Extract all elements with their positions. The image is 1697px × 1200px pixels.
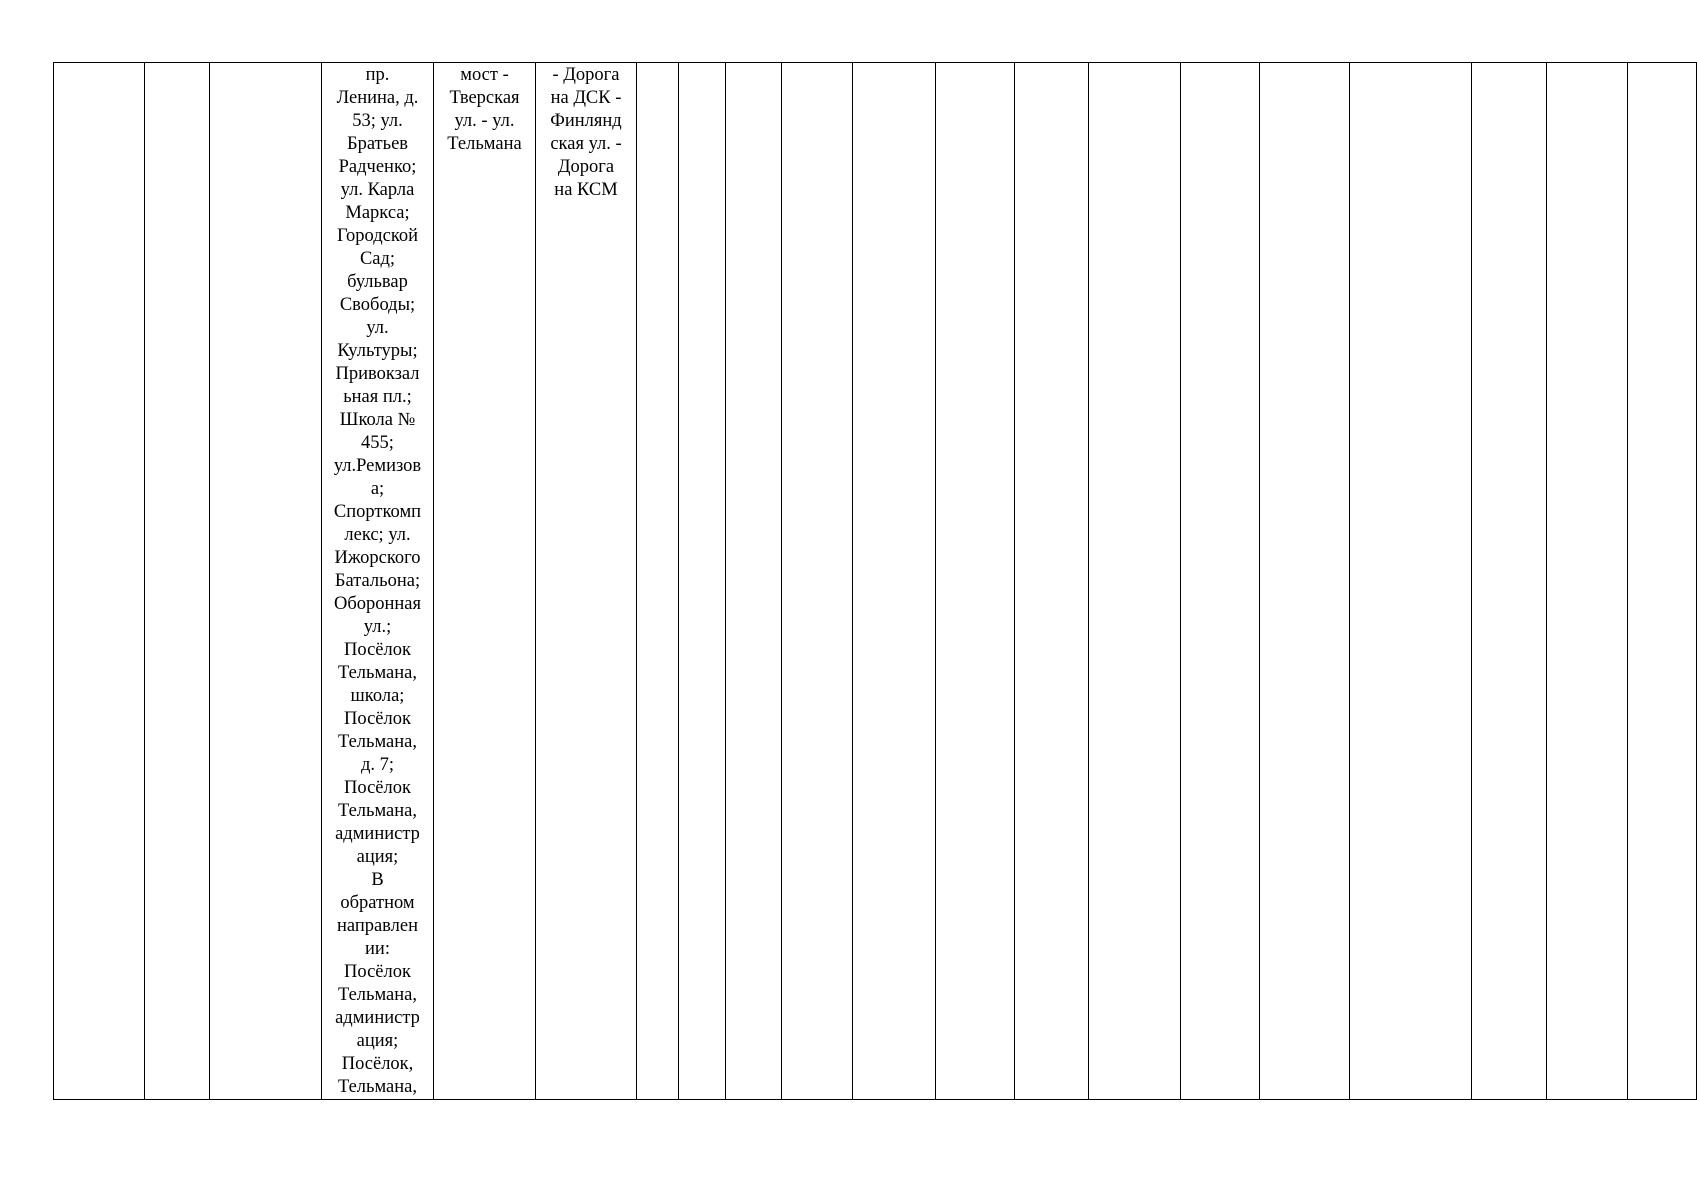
table-cell-route-a bbox=[434, 63, 536, 1100]
table-cell bbox=[1628, 63, 1697, 1100]
table-cell bbox=[1260, 63, 1350, 1100]
table-cell bbox=[726, 63, 782, 1100]
cell-text-route-a: мост - Тверская ул. - ул. Тельмана bbox=[447, 65, 522, 154]
table-cell bbox=[936, 63, 1015, 1100]
table-cell bbox=[1089, 63, 1181, 1100]
cell-text bbox=[1015, 63, 1088, 64]
cell-text bbox=[145, 63, 209, 64]
cell-text bbox=[1089, 63, 1180, 64]
table-cell bbox=[1181, 63, 1260, 1100]
cell-text bbox=[1181, 63, 1259, 64]
cell-text-stops: пр. Ленина, д. 53; ул. Братьев Радченко; ул. Карла Маркса; Городской Сад; бульвар Свободы; ул. Культуры; Привокзал ьная пл.; Школа № 455; ул.Ремизов а; Спорткомп лекс; ул. Ижорского Батальона; Оборонная ул.; Посёлок Тельмана, школа; Посёлок Тельмана, д. 7; Посёлок Тельмана, администр ация; В обратном направлен ии: Посёлок Тельмана, администр ация; Посёлок, Тельмана, bbox=[333, 65, 422, 1097]
table-cell bbox=[782, 63, 853, 1100]
cell-text bbox=[210, 63, 321, 64]
cell-text-route-b: - Дорога на ДСК - Финлянд ская ул. - Дорога на КСМ bbox=[550, 65, 622, 200]
cell-text bbox=[54, 63, 144, 64]
cell-text bbox=[1547, 63, 1627, 64]
table-cell bbox=[637, 63, 679, 1100]
table-cell bbox=[1547, 63, 1628, 1100]
cell-text bbox=[637, 63, 678, 64]
table-cell bbox=[1350, 63, 1472, 1100]
table-cell bbox=[54, 63, 145, 1100]
table-row bbox=[54, 63, 1697, 1100]
cell-text bbox=[726, 63, 781, 64]
cell-text bbox=[936, 63, 1014, 64]
cell-text bbox=[1350, 63, 1471, 64]
document-table bbox=[53, 62, 1697, 1100]
cell-text bbox=[1628, 63, 1696, 64]
table-cell bbox=[145, 63, 210, 1100]
table-cell bbox=[1472, 63, 1547, 1100]
table-cell-route-b bbox=[536, 63, 637, 1100]
table-cell bbox=[853, 63, 936, 1100]
cell-text bbox=[782, 63, 852, 64]
table-cell bbox=[679, 63, 726, 1100]
cell-text bbox=[853, 63, 935, 64]
table-cell-stops bbox=[322, 63, 434, 1100]
cell-text bbox=[679, 63, 725, 64]
cell-text bbox=[1472, 63, 1546, 64]
table-cell bbox=[210, 63, 322, 1100]
table-cell bbox=[1015, 63, 1089, 1100]
cell-text bbox=[1260, 63, 1349, 64]
